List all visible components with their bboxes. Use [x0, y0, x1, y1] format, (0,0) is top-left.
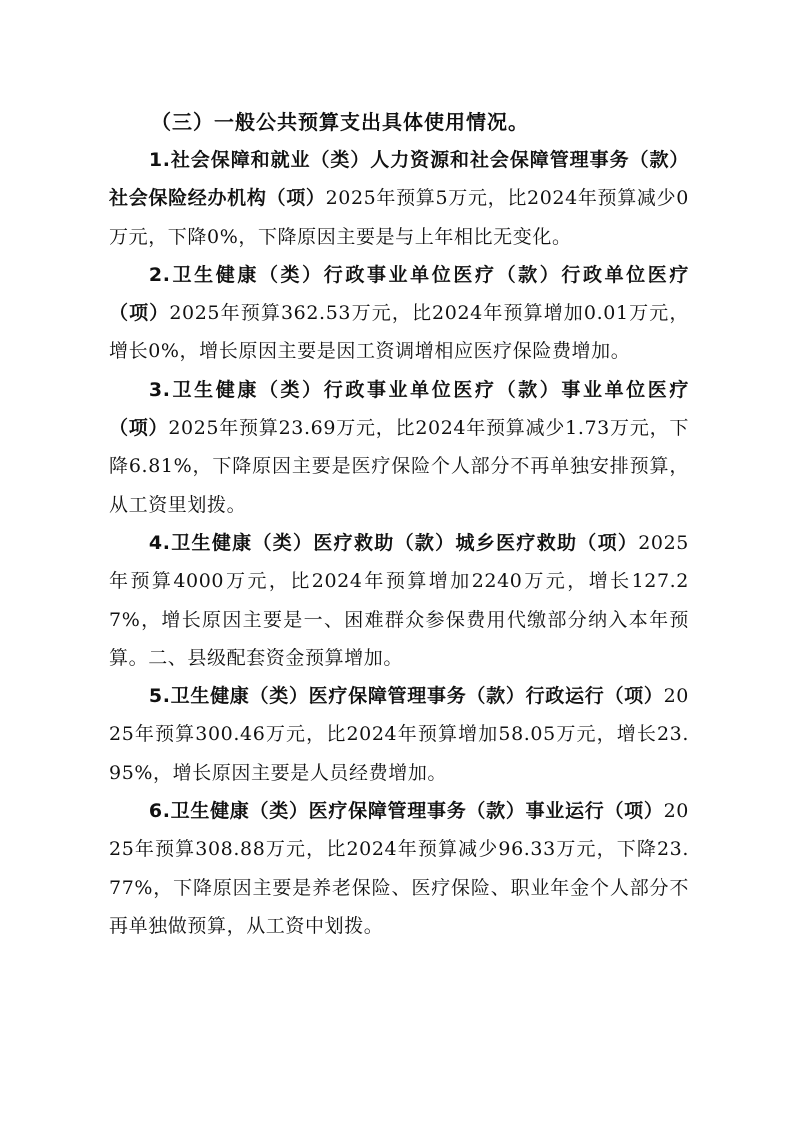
document-page [109, 103, 689, 945]
expenditure-item-6 [109, 792, 689, 945]
expenditure-item-2 [109, 256, 689, 371]
item-2-description: 2025年预算362.53万元，比2024年预算增加0.01万元，增长0%，增长原因主要是因工资调增相应医疗保险费增加。 [109, 302, 689, 363]
item-3-category: 3.卫生健康（类）行政事业单位医疗（款）事业单位医疗（项） [109, 378, 689, 440]
item-5-description: 2025年预算300.46万元，比2024年预算增加58.05万元，增长23.95%，增长原因主要是人员经费增加。 [109, 685, 689, 784]
expenditure-item-4 [109, 524, 689, 677]
item-2-category: 2.卫生健康（类）行政事业单位医疗（款）行政单位医疗（项） [109, 263, 689, 325]
item-1-description: 2025年预算5万元，比2024年预算减少0万元，下降0%，下降原因主要是与上年相比无变化。 [109, 187, 689, 248]
item-1-category: 1.社会保障和就业（类）人力资源和社会保障管理事务（款）社会保险经办机构（项） [109, 149, 689, 210]
expenditure-item-1 [109, 141, 689, 256]
section-heading: （三）一般公共预算支出具体使用情况。 [151, 110, 529, 134]
expenditure-item-3 [109, 371, 689, 524]
item-4-category: 4.卫生健康（类）医疗救助（款）城乡医疗救助（项） [148, 531, 639, 554]
item-6-category: 6.卫生健康（类）医疗保障管理事务（款）事业运行（项） [148, 800, 664, 823]
expenditure-item-5 [109, 677, 689, 792]
item-5-category: 5.卫生健康（类）医疗保障管理事务（款）行政运行（项） [148, 685, 664, 708]
item-6-description: 2025年预算308.88万元，比2024年预算减少96.33万元，下降23.77%，下降原因主要是养老保险、医疗保险、职业年金个人部分不再单独做预算，从工资中划拨。 [109, 800, 689, 937]
item-3-description: 2025年预算23.69万元，比2024年预算减少1.73万元，下降6.81%，下降原因主要是医疗保险个人部分不再单独安排预算，从工资里划拨。 [109, 417, 689, 516]
item-4-description: 2025年预算4000万元，比2024年预算增加2240万元，增长127.27%，增长原因主要是一、困难群众参保费用代缴部分纳入本年预算。二、县级配套资金预算增加。 [109, 531, 689, 669]
